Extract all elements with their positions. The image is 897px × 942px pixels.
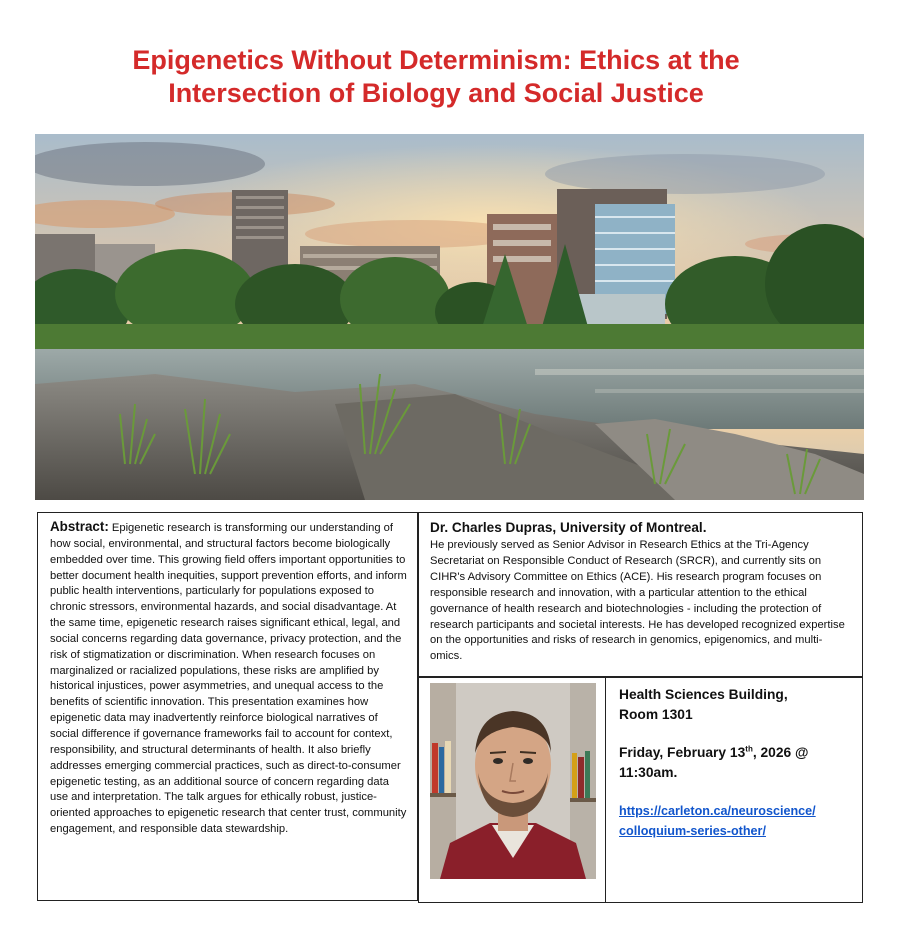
speaker-portrait [430, 683, 596, 879]
abstract-heading: Abstract: [50, 519, 109, 534]
event-info-box [605, 677, 863, 903]
abstract-text: Epigenetic research is transforming our understanding of how social, environmental, and structural factors become biologically embedded over time. This growing field offers important opportunities to better document health inequities, support prevention efforts, and inform public health interventions, particularly for populations exposed to chronic stressors, environmental hazards, and social disadvantage. At the same time, epigenetic research raises significant ethical, legal, and social concerns regarding data governance, privacy protection, and the risk of stigmatization or discrimination. When research focuses on marginalized or racialized populations, these risks are amplified by historical injustices, power asymmetries, and unequal access to the benefits of scientific innovation. This presentation examines how epigenetic data may inadvertently reinforce biological narratives of social difference if governance frameworks fail to account for context, responsibility, and structural determinants of health. It also briefly addresses emerging commercial practices, such as direct-to-consumer epigenetic testing, as an additional source of concern regarding data use and interpretation. The talk argues for ethically robust, justice-oriented approaches to epigenetic research that center trust, community engagement, and responsible data stewardship. [50, 522, 407, 836]
speaker-bio: He previously served as Senior Advisor in Research Ethics at the Tri-Agency Secretariat on Responsible Conduct of Research (SRCR), and currently sits on CIHR's Advisory Committee on Ethics (ACE). His research program focuses on responsible research and innovation, with a particular attention to the ethical governance of health research and biotechnologies - including the protection of research participants and societal interests. He has developed recognized expertise on the opportunities and risks of research in genomics, epigenomics, and multi-omics. [430, 539, 845, 663]
campus-river-photo [35, 134, 864, 500]
event-time: 11:30am. [619, 765, 678, 780]
event-location [619, 685, 854, 725]
speaker-portrait-box [418, 677, 606, 903]
event-date: Friday, February 13th, 2026 @ [619, 744, 809, 760]
event-link-block [619, 801, 854, 841]
title-line-2: Intersection of Biology and Social Justice [168, 78, 704, 108]
location-building: Health Sciences Building, [619, 687, 788, 702]
event-link[interactable]: https://carleton.ca/neuroscience/ colloquium-series-other/ [619, 804, 816, 838]
location-room: Room 1301 [619, 707, 693, 722]
event-datetime [619, 743, 854, 783]
abstract-box [37, 512, 418, 901]
title-line-1: Epigenetics Without Determinism: Ethics at the [132, 45, 740, 75]
poster-title [0, 44, 872, 110]
speaker-name: Dr. Charles Dupras, University of Montreal. [430, 520, 707, 535]
speaker-bio-box [418, 512, 863, 677]
